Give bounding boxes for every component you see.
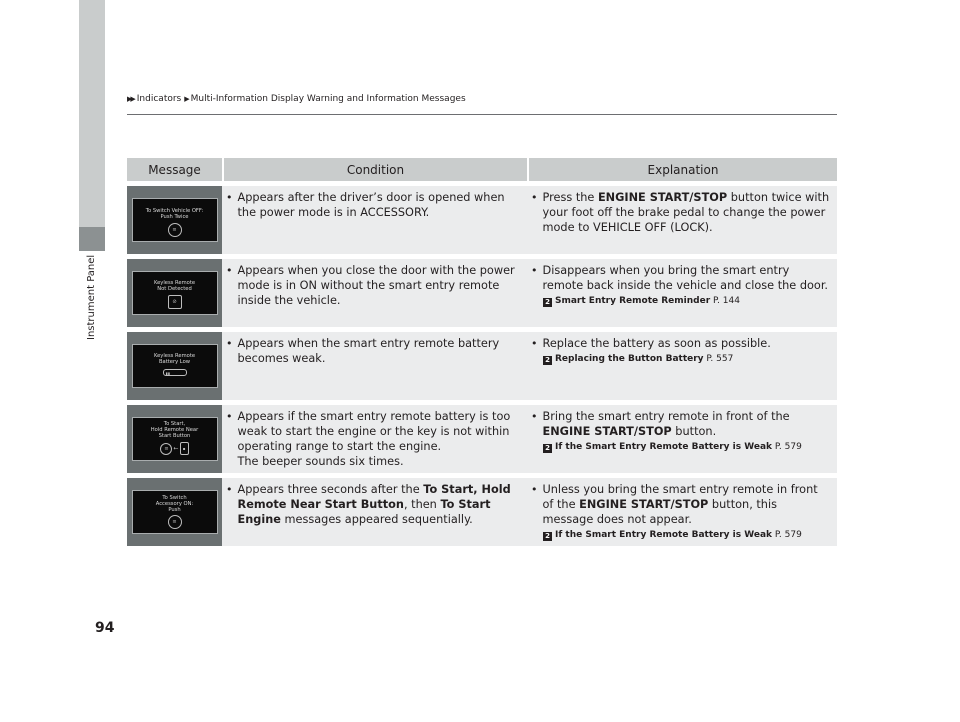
explanation-cell: • Press the ENGINE START/STOP button twice with your foot off the brake pedal to change the power mode to VEHICLE OFF (LOCK). (527, 186, 837, 254)
page-number: 94 (95, 620, 115, 636)
condition-text: Appears if the smart entry remote battery is too weak to start the engine or the key is not within operating range to start the engine. The beeper sounds six times. (237, 410, 511, 468)
column-header-explanation: Explanation (527, 158, 837, 181)
display-screen (132, 417, 218, 461)
reference-arrow-icon: 2 (543, 298, 552, 307)
condition-text: Appears when you close the door with the power mode is in ON without the smart entry remote inside the vehicle. (237, 264, 515, 307)
remote-to-button-icon: ≡ ← ▪ (160, 442, 188, 455)
message-image-cell (127, 186, 222, 254)
screen-line: Push (168, 507, 181, 513)
page-reference-link[interactable]: 2 If the Smart Entry Remote Battery is Weak P. 579 (543, 441, 831, 453)
display-screen (132, 271, 218, 315)
screen-line: Accessory ON: (155, 501, 194, 507)
explanation-text: Disappears when you bring the smart entry remote back inside the vehicle and close the door. (542, 264, 829, 292)
messages-table (127, 158, 837, 546)
reference-arrow-icon: 2 (543, 356, 552, 365)
screen-line: Push Twice (160, 214, 189, 220)
screen-line: Hold Remote Near (150, 427, 199, 433)
key-fob-icon: ⊘ (168, 295, 182, 309)
explanation-cell: • Disappears when you bring the smart entry remote back inside the vehicle and close the door. 2 Smart Entry Remote Reminder P. 144 (527, 259, 837, 327)
message-image-cell (127, 405, 222, 473)
breadcrumb-arrow-icon: ▶ (184, 95, 188, 103)
explanation-cell: • Replace the battery as soon as possible. 2 Replacing the Button Battery P. 557 (527, 332, 837, 400)
screen-line: Battery Low (158, 359, 191, 365)
column-header-message: Message (127, 158, 222, 181)
table-row (127, 332, 837, 400)
message-image-cell (127, 332, 222, 400)
explanation-text: Press the ENGINE START/STOP button twice with your foot off the brake pedal to change the power mode to VEHICLE OFF (LOCK). (542, 191, 830, 234)
table-header-row (127, 158, 837, 181)
condition-text: Appears three seconds after the To Start, Hold Remote Near Start Button, then To Start Engine messages appeared sequentially. (237, 483, 511, 526)
table-row (127, 405, 837, 473)
low-battery-icon: ▮▮ (163, 369, 187, 376)
explanation-cell: • Unless you bring the smart entry remote in front of the ENGINE START/STOP button, this message does not appear. 2 If the Smart Entry Remote Battery is Weak P. 579 (527, 478, 837, 546)
explanation-text: Unless you bring the smart entry remote in front of the ENGINE START/STOP button, this message does not appear. (542, 483, 818, 526)
screen-line: Not Detected (157, 286, 192, 292)
breadcrumb-item-indicators[interactable]: Indicators (136, 94, 182, 104)
condition-text: Appears when the smart entry remote battery becomes weak. (237, 337, 500, 365)
message-image-cell (127, 259, 222, 327)
breadcrumb-arrow-icon: ▶▶ (127, 95, 134, 103)
header-rule (127, 114, 837, 115)
condition-cell: • Appears if the smart entry remote battery is too weak to start the engine or the key is not within operating range to start the engine. The beeper sounds six times. (222, 405, 527, 473)
reference-arrow-icon: 2 (543, 444, 552, 453)
display-screen (132, 344, 218, 388)
table-row (127, 478, 837, 546)
power-button-icon: ≡ (168, 223, 182, 237)
power-button-icon: ≡ (168, 515, 182, 529)
reference-arrow-icon: 2 (543, 532, 552, 541)
table-row (127, 186, 837, 254)
breadcrumb (127, 94, 466, 104)
screen-line: Keyless Remote (153, 280, 196, 286)
side-rail (79, 0, 105, 227)
condition-cell: • Appears when you close the door with the power mode is in ON without the smart entry remote inside the vehicle. (222, 259, 527, 327)
table-row (127, 259, 837, 327)
condition-cell: • Appears when the smart entry remote battery becomes weak. (222, 332, 527, 400)
screen-line: To Switch (162, 495, 187, 501)
section-tab-marker (79, 227, 105, 251)
display-screen (132, 490, 218, 534)
explanation-text: Bring the smart entry remote in front of the ENGINE START/STOP button. (542, 410, 790, 438)
condition-cell: • Appears three seconds after the To Start, Hold Remote Near Start Button, then To Start Engine messages appeared sequentially. (222, 478, 527, 546)
screen-line: Start Button (158, 433, 191, 439)
side-section-label-text: Instrument Panel (86, 254, 97, 340)
explanation-text: Replace the battery as soon as possible. (542, 337, 771, 350)
side-section-label (86, 254, 98, 348)
page-reference-link[interactable]: 2 Smart Entry Remote Reminder P. 144 (543, 295, 831, 307)
message-image-cell (127, 478, 222, 546)
display-screen (132, 198, 218, 242)
page-reference-link[interactable]: 2 If the Smart Entry Remote Battery is Weak P. 579 (543, 529, 831, 541)
column-header-condition: Condition (222, 158, 527, 181)
screen-line: To Switch Vehicle OFF: (145, 208, 204, 214)
condition-cell: • Appears after the driver’s door is opened when the power mode is in ACCESSORY. (222, 186, 527, 254)
breadcrumb-item-current[interactable]: Multi-Information Display Warning and Information Messages (190, 94, 466, 104)
condition-text: Appears after the driver’s door is opened when the power mode is in ACCESSORY. (237, 191, 505, 219)
explanation-cell: • Bring the smart entry remote in front of the ENGINE START/STOP button. 2 If the Smart Entry Remote Battery is Weak P. 579 (527, 405, 837, 473)
page-reference-link[interactable]: 2 Replacing the Button Battery P. 557 (543, 353, 831, 365)
screen-line: To Start, (163, 421, 186, 427)
screen-line: Keyless Remote (153, 353, 196, 359)
